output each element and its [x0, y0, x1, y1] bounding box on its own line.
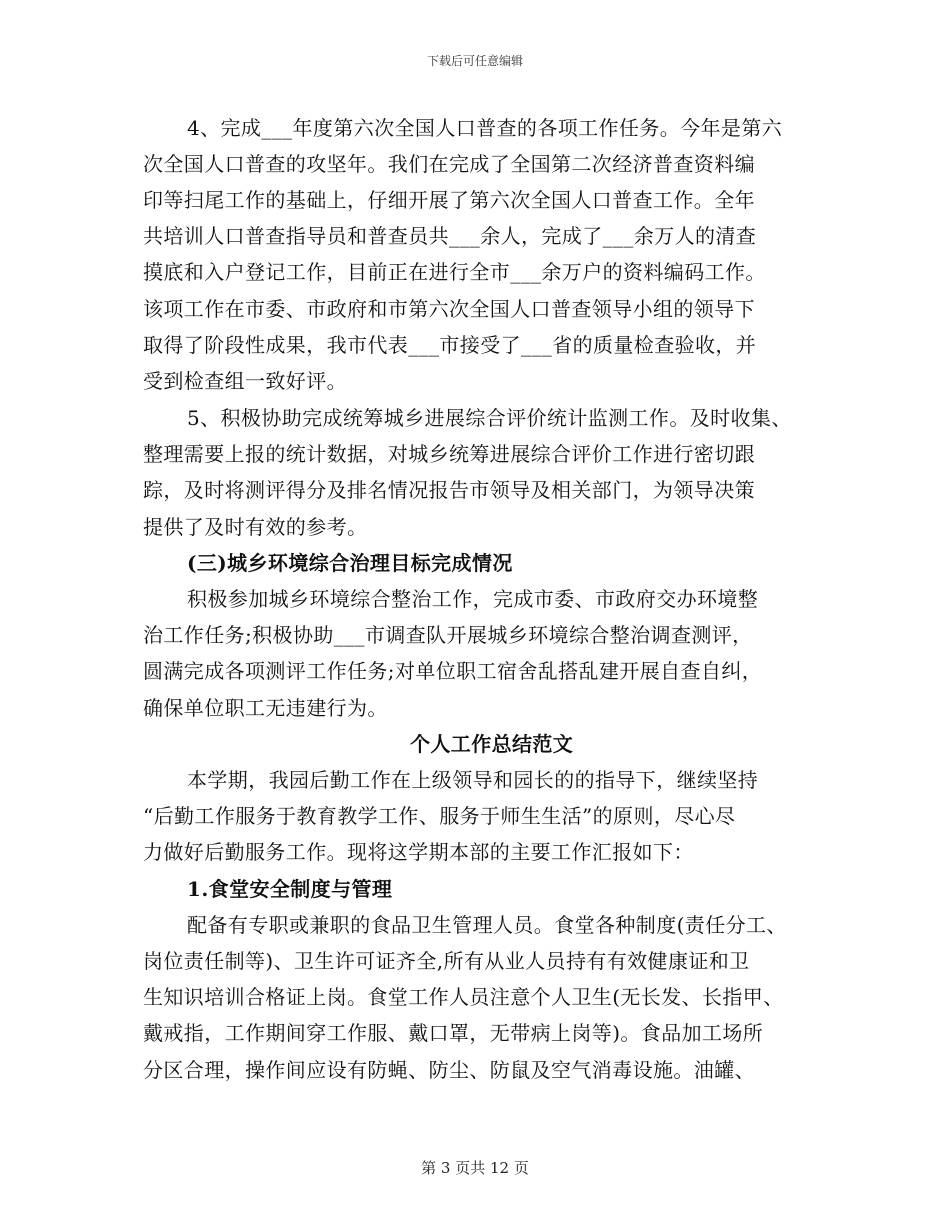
page-number: 第 3 页共 12 页	[421, 1159, 529, 1177]
text-line: 该项工作在市委、市政府和市第六次全国人口普查领导小组的领导下	[143, 297, 755, 321]
section-heading: (三)城乡环境综合治理目标完成情况	[187, 551, 513, 575]
text-line: 4、完成___年度第六次全国人口普查的各项工作任务。今年是第六	[187, 116, 783, 140]
text-line: 力做好后勤服务工作。现将这学期本部的主要工作汇报如下：	[143, 840, 694, 864]
text-line: 提供了及时有效的参考。	[143, 515, 368, 539]
text-line: 岗位责任制等)、卫生许可证齐全,所有从业人员持有有效健康证和卫	[143, 949, 750, 973]
text-line: 取得了阶段性成果，我市代表___市接受了___省的质量检查验收，并	[143, 333, 757, 357]
text-line: 受到检查组一致好评。	[143, 369, 347, 393]
text-line: 分区合理，操作间应设有防蝇、防尘、防鼠及空气消毒设施。油罐、	[143, 1058, 755, 1082]
text-line: 次全国人口普查的攻坚年。我们在完成了全国第二次经济普查资料编	[143, 152, 755, 176]
section-heading: 1.食堂安全制度与管理	[187, 877, 393, 901]
text-line: 圆满完成各项测评工作任务;对单位职工宿舍乱搭乱建开展自查自纠，	[143, 659, 763, 683]
text-line: 5、积极协助完成统筹城乡进展综合评价统计监测工作。及时收集、	[187, 406, 792, 430]
text-line: 戴戒指，工作期间穿工作服、戴口罩，无带病上岗等)。食品加工场所	[143, 1021, 764, 1045]
text-line: 确保单位职工无违建行为。	[143, 696, 388, 720]
text-line: 治工作任务;积极协助___市调查队开展城乡环境综合整治调查测评，	[143, 623, 753, 647]
text-line: 生知识培训合格证上岗。食堂工作人员注意个人卫生(无长发、长指甲、	[143, 985, 784, 1009]
text-line: 本学期，我园后勤工作在上级领导和园长的的指导下，继续坚持	[187, 768, 759, 792]
text-line: “后勤工作服务于教育教学工作、服务于师生生活”的原则，尽心尽	[143, 804, 736, 828]
page-header: 下载后可任意编辑	[426, 54, 523, 68]
text-line: 积极参加城乡环境综合整治工作，完成市委、市政府交办环境整	[187, 587, 759, 611]
text-line: 配备有专职或兼职的食品卫生管理人员。食堂各种制度(责任分工、	[187, 913, 787, 937]
text-line: 踪，及时将测评得分及排名情况报告市领导及相关部门，为领导决策	[143, 478, 755, 502]
text-line: 印等扫尾工作的基础上，仔细开展了第六次全国人口普查工作。全年	[143, 188, 755, 212]
document-title: 个人工作总结范文	[410, 732, 574, 756]
text-line: 摸底和入户登记工作，目前正在进行全市___余万户的资料编码工作。	[143, 260, 766, 284]
text-line: 共培训人口普查指导员和普查员共___余人，完成了___余万人的清查	[143, 224, 757, 248]
text-line: 整理需要上报的统计数据，对城乡统筹进展综合评价工作进行密切跟	[143, 442, 755, 466]
